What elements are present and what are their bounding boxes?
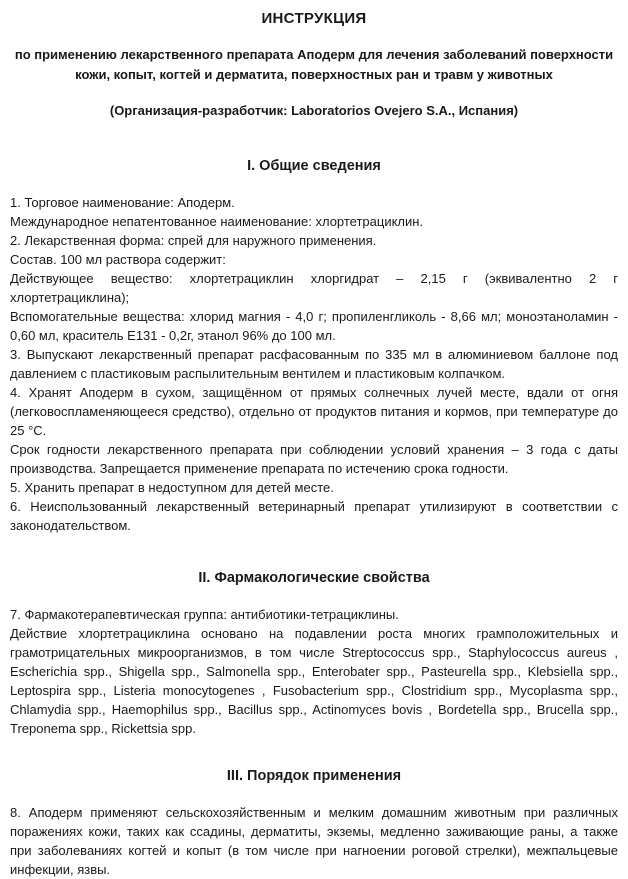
section-pharmacological-properties — [10, 570, 618, 738]
paragraph: 8. Аподерм применяют сельскохозяйственным и мелким домашним животным при различных поражениях кожи, таких как ссадины, дерматиты, экземы, медленно заживающие раны, а также при заболеваниях когтей и копыт (в том числе при нагноении роговой стрелки), межпальцевые инфекции, язвы. — [10, 805, 618, 877]
paragraph: 3. Выпускают лекарственный препарат расфасованным по 335 мл в алюминиевом баллоне под давлением с пластиковым распылительным вентилем и пластиковым колпачком. — [10, 347, 618, 381]
paragraph: 7. Фармакотерапевтическая группа: антибиотики-тетрациклины. — [10, 607, 399, 622]
paragraph: Вспомогательные вещества: хлорид магния - 4,0 г; пропиленгликоль - 8,66 мл; моноэтаноламин - 0,60 мл, краситель E131 - 0,2г, этанол 96% до 100 мл. — [10, 309, 618, 343]
section-heading: I. Общие сведения — [247, 158, 381, 174]
developer-organization: (Организация-разработчик: Laboratorios Ovejero S.A., Испания) — [109, 103, 519, 118]
paragraph: 4. Хранят Аподерм в сухом, защищённом от прямых солнечных лучей месте, вдали от огня (легковоспламеняющееся средство), отдельно от продуктов питания и кормов, при температуре до 25 °С. — [10, 385, 618, 438]
paragraph: Действующее вещество: хлортетрациклин хлоргидрат – 2,15 г (эквивалентно 2 г хлортетрациклина); — [10, 271, 618, 305]
document-subtitle: по применению лекарственного препарата Аподерм для лечения заболеваний поверхности кожи, копыт, когтей и дерматита, поверхностных ран и травм у животных — [14, 47, 614, 82]
paragraph: Состав. 100 мл раствора содержит: — [10, 252, 226, 267]
paragraph: 6. Неиспользованный лекарственный ветеринарный препарат утилизируют в соответствии с законодательством. — [10, 499, 618, 533]
paragraph: 1. Торговое наименование: Аподерм. — [10, 195, 235, 210]
section-general-info — [10, 158, 618, 535]
section-usage-procedure — [10, 768, 618, 879]
paragraph: Международное непатентованное наименование: хлортетрациклин. — [10, 214, 424, 229]
paragraph: Действие хлортетрациклина основано на подавлении роста многих грамположительных и грамотрицательных микроорганизмов, в том числе Streptococcus spp., Staphylococcus aureus , Escherichia spp., Shigella spp., Salmonella spp., Enterobater spp., Pasteurella spp., Klebsiella spp., Leptospira spp., Listeria monocytogenes , Fusobacterium spp., Clostridium spp., Mycoplasma spp., Chlamydia spp., Haemophilus spp., Bacillus spp., Actinomyces bovis , Bordetella spp., Brucella spp., Treponema spp., Rickettsia spp. — [10, 626, 618, 736]
document-title: ИНСТРУКЦИЯ — [261, 10, 367, 27]
paragraph: Срок годности лекарственного препарата при соблюдении условий хранения – 3 года с даты производства. Запрещается применение препарата по истечению срока годности. — [10, 442, 618, 476]
section-heading: II. Фармакологические свойства — [198, 570, 430, 586]
paragraph: 5. Хранить препарат в недоступном для детей месте. — [10, 480, 334, 495]
paragraph: 2. Лекарственная форма: спрей для наружного применения. — [10, 233, 377, 248]
section-heading: III. Порядок применения — [226, 768, 402, 784]
